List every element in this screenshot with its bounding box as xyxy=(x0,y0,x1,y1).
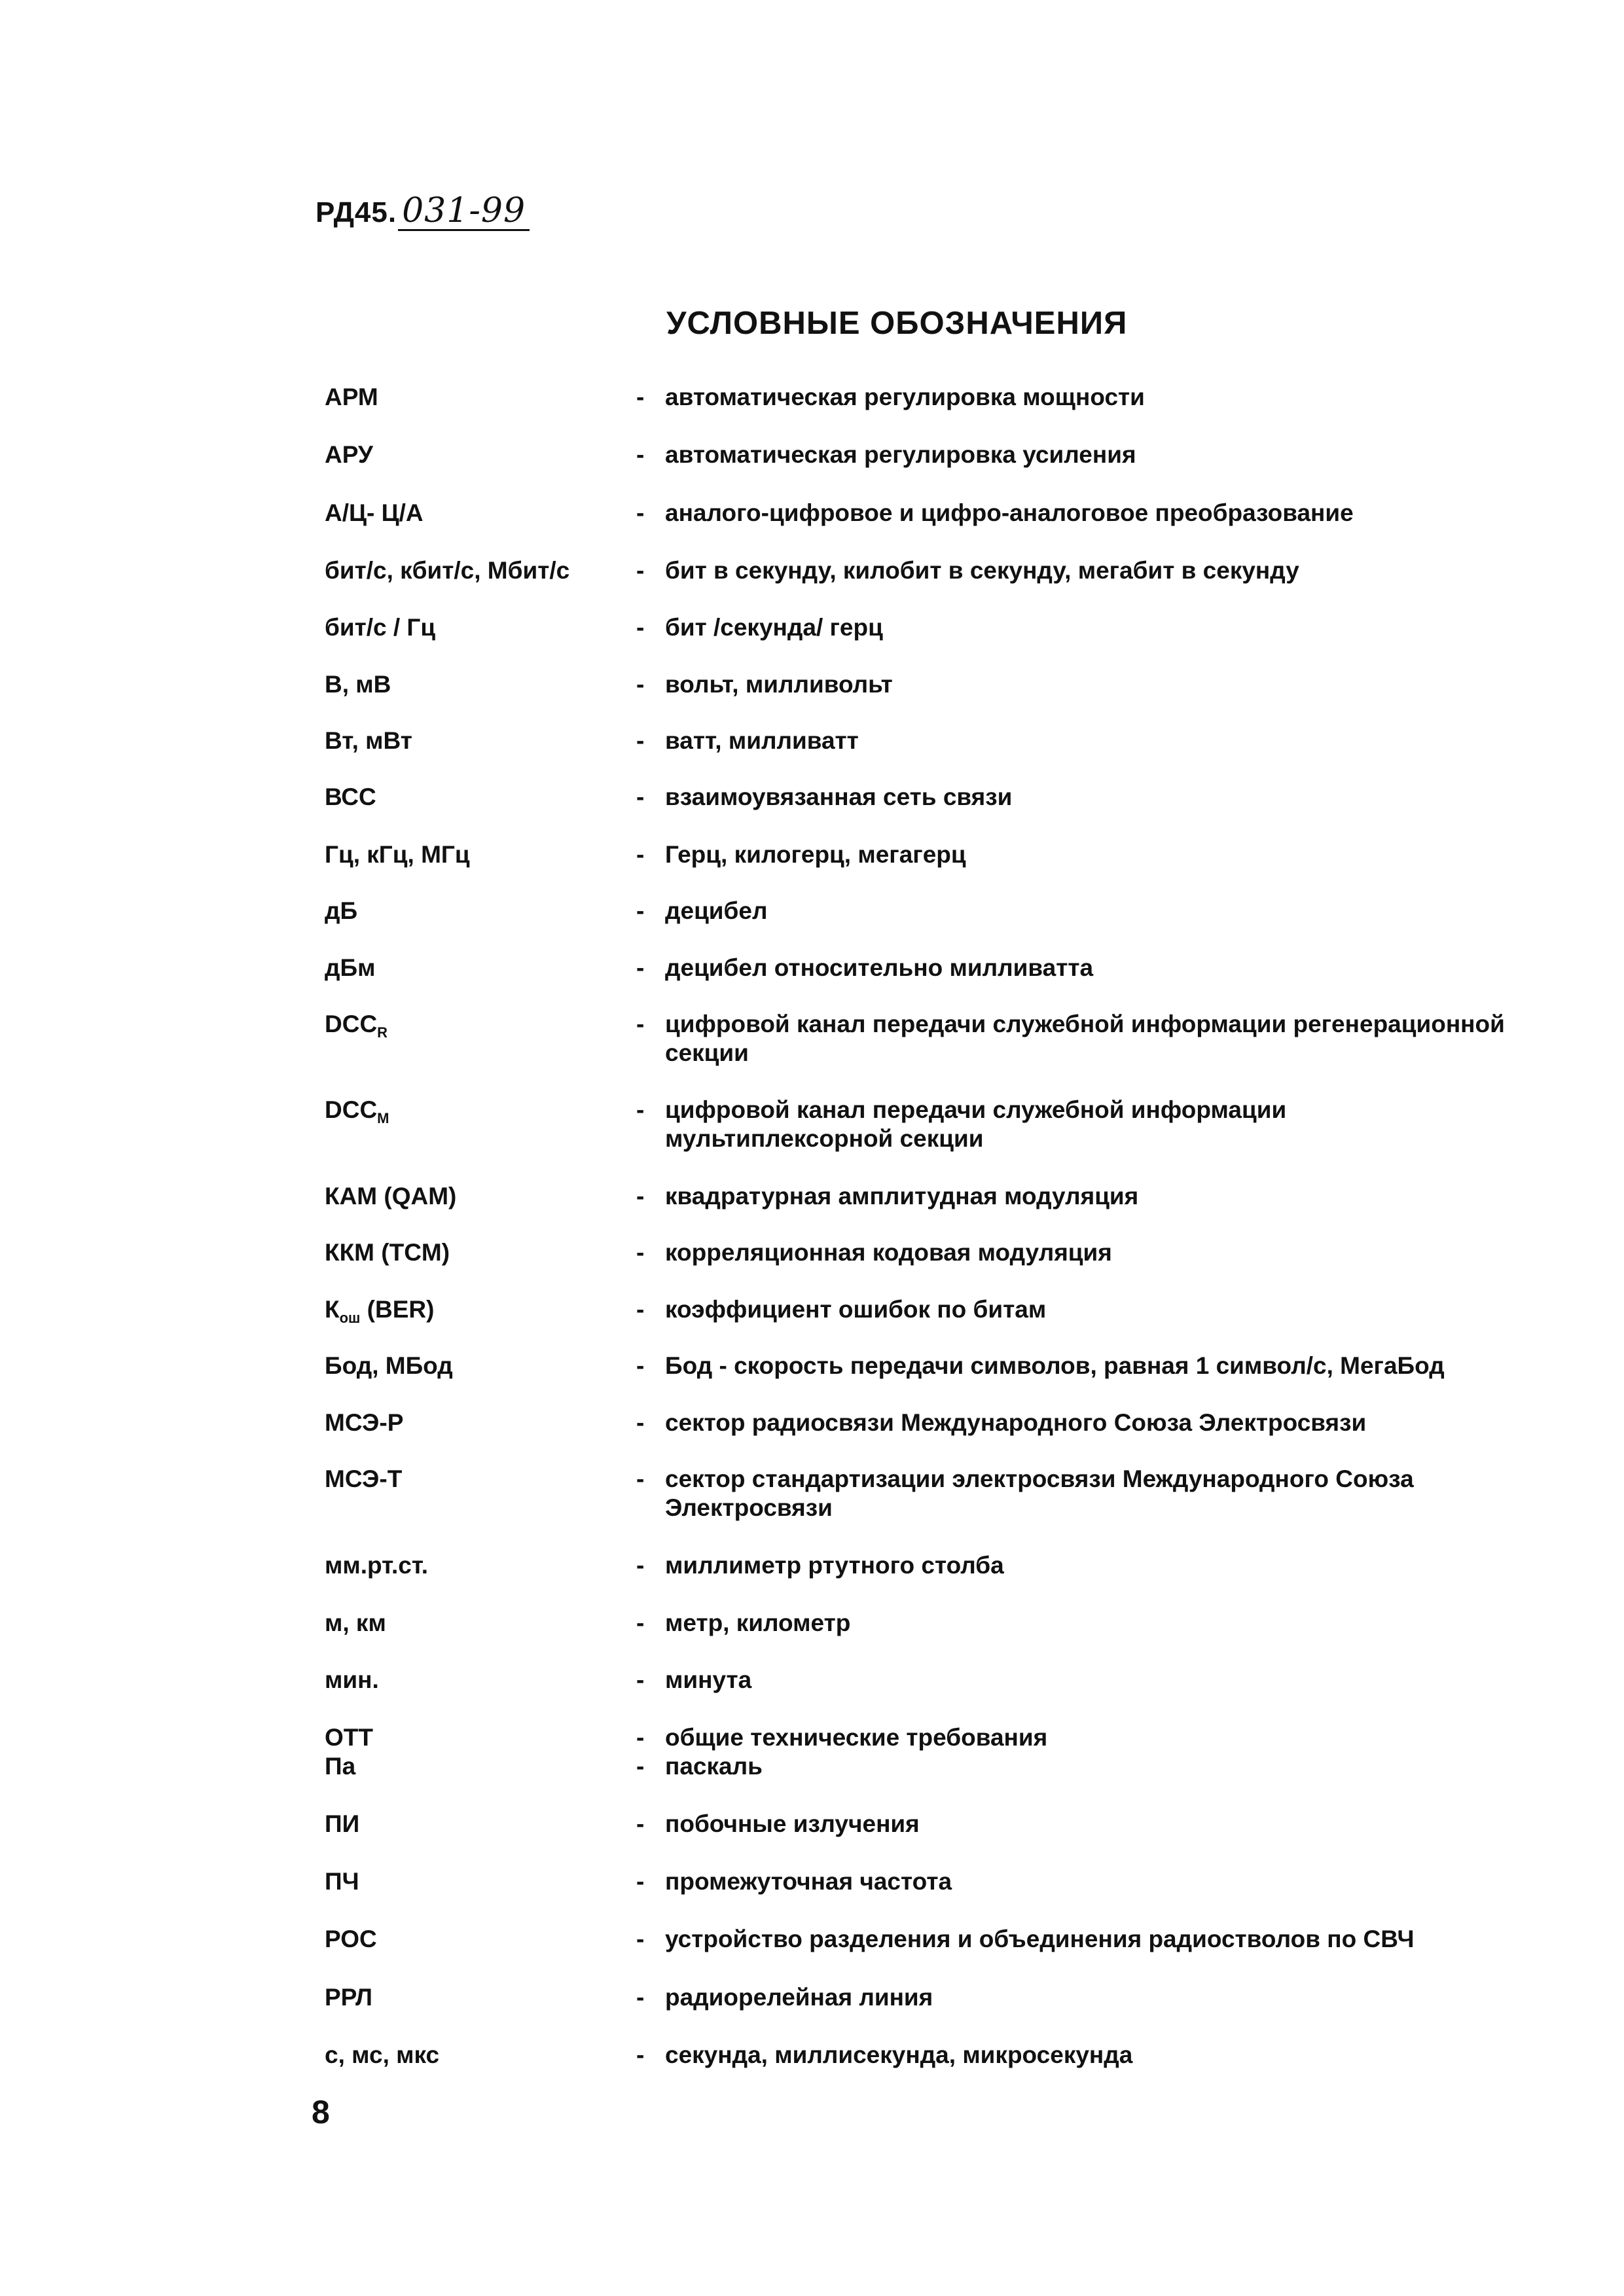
abbreviation-description: побочные излучения xyxy=(665,1810,920,1837)
abbreviation-description: цифровой канал передачи служебной информации регенерационной секции xyxy=(665,1011,1505,1066)
abbreviation-description: секунда, миллисекунда, микросекунда xyxy=(665,2041,1133,2068)
abbreviation: ПИ xyxy=(325,1810,360,1837)
abbreviation-description: сектор радиосвязи Международного Союза Электросвязи xyxy=(665,1409,1367,1436)
abbreviation-description: коэффициент ошибок по битам xyxy=(665,1296,1047,1323)
dash-separator: - xyxy=(636,783,645,810)
abbreviation-description: бит в секунду, килобит в секунду, мегабит в секунду xyxy=(665,557,1299,584)
abbreviation: МСЭ-Т xyxy=(325,1465,403,1492)
dash-separator: - xyxy=(636,897,645,924)
abbreviation: бит/с / Гц xyxy=(325,614,436,641)
abbreviation-description: ватт, милливатт xyxy=(665,727,859,754)
page-number: 8 xyxy=(312,2094,330,2130)
dash-separator: - xyxy=(636,1724,645,1751)
abbreviation: Вт, мВт xyxy=(325,727,412,754)
abbreviation: дБ xyxy=(325,897,358,924)
document-number xyxy=(316,191,530,231)
dash-separator: - xyxy=(636,1753,645,1780)
abbreviation: мм.рт.ст. xyxy=(325,1552,429,1579)
abbreviation-description: миллиметр ртутного столба xyxy=(665,1552,1004,1579)
abbreviation-description: автоматическая регулировка мощности xyxy=(665,384,1145,410)
abbreviation-base: DCC xyxy=(325,1096,378,1123)
abbreviation-description: Бод - скорость передачи символов, равная 1 символ/с, МегаБод xyxy=(665,1352,1445,1379)
abbreviation: АРУ xyxy=(325,441,373,468)
abbreviation-description: бит /секунда/ герц xyxy=(665,614,883,641)
dash-separator: - xyxy=(636,614,645,641)
abbreviation-description: децибел xyxy=(665,897,768,924)
dash-separator: - xyxy=(636,1096,645,1123)
abbreviation-base: К xyxy=(325,1296,340,1323)
abbreviation-subscript: R xyxy=(377,1024,388,1041)
abbreviation-description: промежуточная частота xyxy=(665,1868,952,1895)
dash-separator: - xyxy=(636,384,645,410)
abbreviation-subscript: M xyxy=(377,1110,389,1126)
abbreviation-description: аналого-цифровое и цифро-аналоговое преобразование xyxy=(665,499,1354,526)
abbreviation: РОС xyxy=(325,1926,377,1952)
dash-separator: - xyxy=(636,1465,645,1492)
abbreviation-base: DCC xyxy=(325,1011,378,1037)
abbreviation-description: устройство разделения и объединения радиостволов по СВЧ xyxy=(665,1926,1415,1952)
dash-separator: - xyxy=(636,841,645,868)
dash-separator: - xyxy=(636,557,645,584)
abbreviation: ККМ (TCM) xyxy=(325,1239,450,1266)
abbreviation-subscript: ош xyxy=(339,1310,361,1326)
abbreviation: бит/с, кбит/с, Мбит/с xyxy=(325,557,570,584)
dash-separator: - xyxy=(636,1409,645,1436)
abbreviation: ПЧ xyxy=(325,1868,359,1895)
dash-separator: - xyxy=(636,671,645,698)
abbreviation: КАМ (QAM) xyxy=(325,1183,457,1210)
abbreviation xyxy=(325,1096,389,1133)
abbreviation-description: радиорелейная линия xyxy=(665,1984,933,2011)
dash-separator: - xyxy=(636,1868,645,1895)
abbreviation-description: автоматическая регулировка усиления xyxy=(665,441,1136,468)
abbreviation-description: общие технические требования xyxy=(665,1724,1048,1751)
abbreviation-description: сектор стандартизации электросвязи Международного Союза Электросвязи xyxy=(665,1465,1414,1521)
document-number-prefix: РД45. xyxy=(316,196,397,228)
dash-separator: - xyxy=(636,1552,645,1579)
abbreviation: В, мВ xyxy=(325,671,391,698)
dash-separator: - xyxy=(636,1666,645,1693)
abbreviation xyxy=(325,1010,388,1047)
abbreviation-description: децибел относительно милливатта xyxy=(665,954,1094,981)
abbreviation-description: паскаль xyxy=(665,1753,763,1780)
dash-separator: - xyxy=(636,1352,645,1379)
dash-separator: - xyxy=(636,499,645,526)
abbreviation: ОТТ xyxy=(325,1724,373,1751)
dash-separator: - xyxy=(636,727,645,754)
abbreviation xyxy=(325,1295,434,1333)
page-title: УСЛОВНЫЕ ОБОЗНАЧЕНИЯ xyxy=(666,306,1128,341)
abbreviation-description: минута xyxy=(665,1666,752,1693)
dash-separator: - xyxy=(636,1810,645,1837)
dash-separator: - xyxy=(636,954,645,981)
abbreviation-description: цифровой канал передачи служебной информации мультиплексорной секции xyxy=(665,1096,1287,1152)
abbreviation-description: взаимоувязанная сеть связи xyxy=(665,783,1013,810)
abbreviation-description: Герц, килогерц, мегагерц xyxy=(665,841,966,868)
dash-separator: - xyxy=(636,1296,645,1323)
abbreviation: Гц, кГц, МГц xyxy=(325,841,470,868)
dash-separator: - xyxy=(636,441,645,468)
abbreviation-description: квадратурная амплитудная модуляция xyxy=(665,1183,1139,1210)
dash-separator: - xyxy=(636,1239,645,1266)
dash-separator: - xyxy=(636,1984,645,2011)
abbreviation: дБм xyxy=(325,954,376,981)
abbreviation: ВСС xyxy=(325,783,376,810)
document-number-handwritten: 031-99 xyxy=(398,194,530,231)
abbreviation-description: вольт, милливольт xyxy=(665,671,893,698)
dash-separator: - xyxy=(636,1011,645,1037)
dash-separator: - xyxy=(636,2041,645,2068)
abbreviation: Бод, МБод xyxy=(325,1352,453,1379)
dash-separator: - xyxy=(636,1926,645,1952)
abbreviation: АРМ xyxy=(325,384,378,410)
abbreviation: мин. xyxy=(325,1666,379,1693)
abbreviation: МСЭ-Р xyxy=(325,1409,404,1436)
abbreviation-description: корреляционная кодовая модуляция xyxy=(665,1239,1112,1266)
abbreviation: А/Ц- Ц/А xyxy=(325,499,424,526)
abbreviation: РРЛ xyxy=(325,1984,372,2011)
abbreviation: м, км xyxy=(325,1609,386,1636)
abbreviation-description: метр, километр xyxy=(665,1609,851,1636)
dash-separator: - xyxy=(636,1183,645,1210)
dash-separator: - xyxy=(636,1609,645,1636)
abbreviation-suffix: (BER) xyxy=(360,1296,435,1323)
abbreviation: с, мс, мкс xyxy=(325,2041,440,2068)
abbreviation: Па xyxy=(325,1753,356,1780)
